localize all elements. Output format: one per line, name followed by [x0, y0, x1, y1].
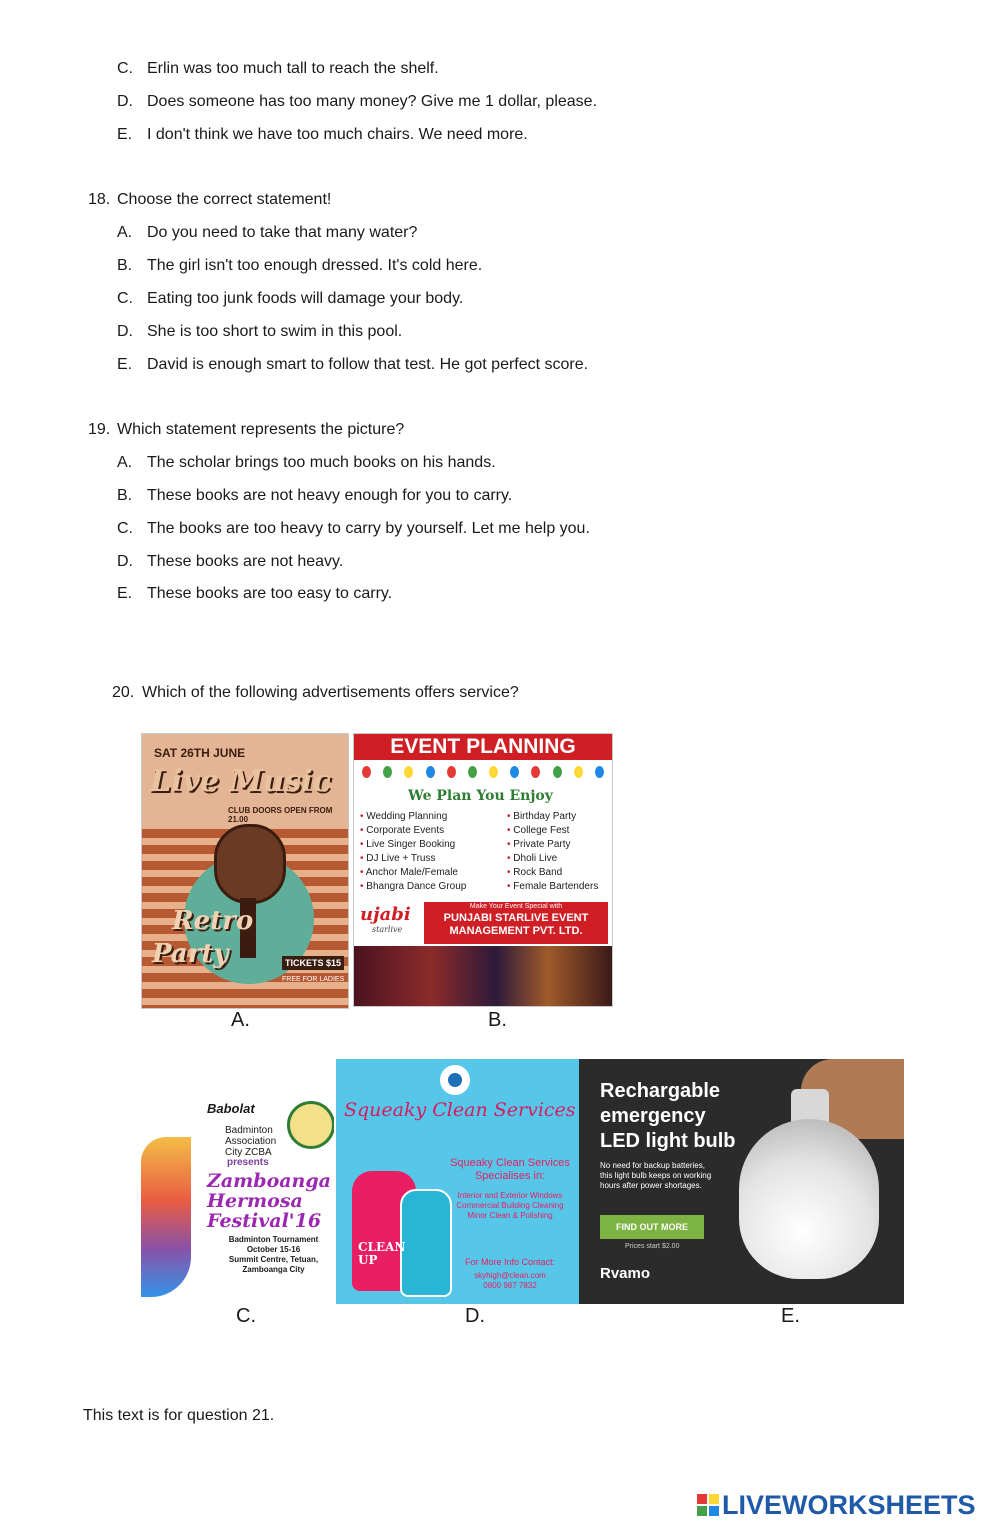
ad-a-live-music-poster: [141, 733, 349, 1009]
service-item: • Female Bartenders: [507, 880, 598, 894]
service-item: • DJ Live + Truss: [360, 852, 466, 866]
ad-d-email: skyhigh@clean.com: [474, 1271, 546, 1280]
ad-d-bottle-label: [358, 1241, 405, 1267]
q19-option-c-text: The books are too heavy to carry by yourself. Let me help you.: [147, 520, 590, 537]
light-bulb-dot: [468, 766, 477, 778]
service-item: • Live Singer Booking: [360, 838, 466, 852]
service-item: • Dholi Live: [507, 852, 598, 866]
q17-option-e-text: I don't think we have too much chairs. We need more.: [147, 126, 528, 143]
q18-prompt: Choose the correct statement!: [117, 191, 332, 208]
service-item: • Birthday Party: [507, 810, 598, 824]
ad-d-contact-details: [448, 1271, 572, 1291]
light-bulb-dot: [362, 766, 371, 778]
ad-c-presents: presents: [227, 1157, 269, 1168]
q17-option-d-letter: D.: [117, 93, 133, 110]
ad-d-specialises-1: Squeaky Clean Services: [450, 1157, 570, 1169]
q19-number: 19.: [88, 421, 111, 438]
service-item: • College Fest: [507, 824, 598, 838]
light-bulb-dot: [574, 766, 583, 778]
light-bulb-dot: [404, 766, 413, 778]
ad-d-phone: 0800 987 7832: [483, 1281, 537, 1290]
ad-c-info-line3: Summit Centre, Tetuan, Zamboanga City: [228, 1255, 319, 1274]
service-item: • Anchor Male/Female: [360, 866, 466, 880]
light-bulb-dot: [553, 766, 562, 778]
festival-swirl-graphic: [141, 1137, 191, 1297]
service-item: • Wedding Planning: [360, 810, 466, 824]
q17-option-d-text: Does someone has too many money? Give me 1 dollar, please.: [147, 93, 598, 110]
ad-e-brand: Rvamo: [600, 1265, 651, 1282]
ad-d-specialises: [448, 1157, 572, 1183]
caption-d: D.: [465, 1305, 485, 1327]
ad-d-specialises-2: Specialises in:: [474, 1170, 546, 1182]
light-bulb-icon: [739, 1119, 879, 1279]
q18-option-b-text: The girl isn't too enough dressed. It's cold here.: [147, 257, 483, 274]
ad-d-title: Squeaky Clean Services: [344, 1099, 576, 1121]
light-bulb-dot: [426, 766, 435, 778]
ad-e-description: [600, 1161, 740, 1191]
ad-b-banner-line2: MANAGEMENT PVT. LTD.: [449, 925, 583, 937]
caption-e: E.: [781, 1305, 800, 1327]
ad-b-services-left: [360, 810, 466, 894]
q20-prompt: Which of the following advertisements offers service?: [142, 684, 519, 701]
q17-option-c-text: Erlin was too much tall to reach the shelf.: [147, 60, 439, 77]
q18-number: 18.: [88, 191, 111, 208]
ad-e-line1: Rechargable: [600, 1080, 721, 1102]
ad-d-logo-icon: [440, 1065, 470, 1095]
ad-c-title-line3: Festival'16: [207, 1210, 322, 1232]
microphone-icon: [214, 824, 286, 904]
q19-option-a-letter: A.: [117, 454, 133, 471]
ad-b-event-photo: [354, 946, 612, 1006]
q19-prompt: Which statement represents the picture?: [117, 421, 405, 438]
ad-c-title: [207, 1171, 331, 1231]
q19-option-a-text: The scholar brings too much books on his hands.: [147, 454, 496, 471]
light-bulb-dot: [489, 766, 498, 778]
ad-d-services: [448, 1191, 572, 1221]
q19-option-b-letter: B.: [117, 487, 133, 504]
caption-c: C.: [236, 1305, 256, 1327]
ad-c-sub-line1: Badminton: [225, 1125, 273, 1136]
q18-option-e-letter: E.: [117, 356, 133, 373]
liveworksheets-logo: [697, 1490, 976, 1520]
ad-c-sub-line2: Association: [225, 1136, 277, 1147]
ad-a-free: FREE FOR LADIES: [282, 976, 345, 983]
ad-c-info: [213, 1235, 334, 1275]
ad-e-price: Prices start $2.00: [625, 1243, 680, 1250]
q18-option-d-letter: D.: [117, 323, 133, 340]
ad-e-small-1: No need for backup batteries,: [600, 1161, 705, 1170]
q17-option-e-letter: E.: [117, 126, 133, 143]
ad-d-service-3: Minor Clean & Polishing: [467, 1211, 553, 1220]
service-item: • Rock Band: [507, 866, 598, 880]
city-seal-icon: [287, 1101, 334, 1149]
ad-b-banner-line1: PUNJABI STARLIVE EVENT: [443, 912, 589, 924]
ad-c-title-line1: Zamboanga: [207, 1170, 331, 1192]
ad-b-services-right: [507, 810, 598, 894]
blue-bottle-icon: [400, 1189, 452, 1297]
logo-square: [709, 1506, 719, 1516]
ad-a-retro: Retro: [172, 906, 254, 936]
q18-option-c-text: Eating too junk foods will damage your body.: [147, 290, 464, 307]
ad-c-info-line2: October 15-16: [246, 1245, 301, 1254]
ad-c-sub-line3: City ZCBA: [225, 1147, 272, 1158]
q19-option-d-letter: D.: [117, 553, 133, 570]
q18-option-a-text: Do you need to take that many water?: [147, 224, 418, 241]
ad-a-doors: CLUB DOORS OPEN FROM 21.00: [228, 806, 333, 824]
ad-b-header: EVENT PLANNING: [354, 734, 612, 760]
ad-c-badminton-festival: [141, 1097, 334, 1302]
q20-number: 20.: [112, 684, 135, 701]
liveworksheets-wordmark: LIVEWORKSHEETS: [722, 1489, 976, 1520]
ad-c-title-line2: Hermosa: [207, 1190, 303, 1212]
ad-c-brand: Babolat: [207, 1101, 255, 1116]
q17-option-c-letter: C.: [117, 60, 133, 77]
ad-b-logo: [360, 904, 424, 942]
ad-e-line3: LED light bulb: [600, 1130, 736, 1152]
logo-square: [697, 1506, 707, 1516]
ad-d-bottle-label-2: UP: [358, 1253, 378, 1267]
q18-option-c-letter: C.: [117, 290, 133, 307]
q19-option-d-text: These books are not heavy.: [147, 553, 344, 570]
ad-b-logo-text: ujabi: [360, 904, 411, 925]
ad-b-logo-sub: starlive: [372, 925, 403, 934]
q19-option-e-text: These books are too easy to carry.: [147, 585, 393, 602]
ad-c-association: [225, 1125, 276, 1158]
service-item: • Corporate Events: [360, 824, 466, 838]
q19-option-e-letter: E.: [117, 585, 133, 602]
q18-option-a-letter: A.: [117, 224, 133, 241]
logo-square: [697, 1494, 707, 1504]
q18-option-d-text: She is too short to swim in this pool.: [147, 323, 403, 340]
ad-b-banner-small: Make Your Event Special with: [469, 903, 563, 910]
q18-option-b-letter: B.: [117, 257, 133, 274]
q19-option-b-text: These books are not heavy enough for you to carry.: [147, 487, 513, 504]
logo-square: [709, 1494, 719, 1504]
light-bulb-dot: [510, 766, 519, 778]
string-lights-icon: [362, 766, 604, 780]
ad-a-date: SAT 26TH JUNE: [154, 746, 246, 760]
ad-d-bottle-label-1: CLEAN: [358, 1240, 406, 1254]
ad-e-line2: emergency: [600, 1105, 706, 1127]
service-item: • Private Party: [507, 838, 598, 852]
ad-e-find-out-more: FIND OUT MORE: [600, 1215, 704, 1239]
ad-d-service-2: Commercial Building Cleaning: [456, 1201, 564, 1210]
ad-b-banner: [424, 902, 608, 944]
ad-e-small-3: hours after power shortages.: [600, 1181, 702, 1190]
light-bulb-dot: [595, 766, 604, 778]
service-item: • Bhangra Dance Group: [360, 880, 466, 894]
q18-option-e-text: David is enough smart to follow that test. He got perfect score.: [147, 356, 589, 373]
ad-a-headline: Live Music: [150, 764, 332, 799]
ad-a-party: Party: [152, 939, 229, 969]
ad-c-info-line1: Badminton Tournament: [228, 1235, 319, 1244]
ad-a-tickets: TICKETS $15: [282, 956, 344, 970]
caption-a: A.: [231, 1009, 250, 1031]
q21-intro: This text is for question 21.: [83, 1407, 275, 1424]
light-bulb-dot: [383, 766, 392, 778]
ad-e-small-2: this light bulb keeps on working: [600, 1171, 712, 1180]
light-bulb-dot: [531, 766, 540, 778]
ad-d-service-1: Interior and Exterior Windows: [457, 1191, 563, 1200]
ad-b-slogan: We Plan You Enjoy: [408, 788, 553, 804]
q19-option-c-letter: C.: [117, 520, 133, 537]
caption-b: B.: [488, 1009, 507, 1031]
light-bulb-dot: [447, 766, 456, 778]
ad-d-cleaning-service: [336, 1059, 579, 1304]
liveworksheets-mark-icon: [697, 1494, 719, 1516]
ad-e-led-bulb: [579, 1059, 904, 1304]
ad-e-headline: [600, 1079, 736, 1154]
ad-b-event-planning: [353, 733, 613, 1007]
ad-d-contact: For More Info Contact:: [464, 1257, 556, 1267]
